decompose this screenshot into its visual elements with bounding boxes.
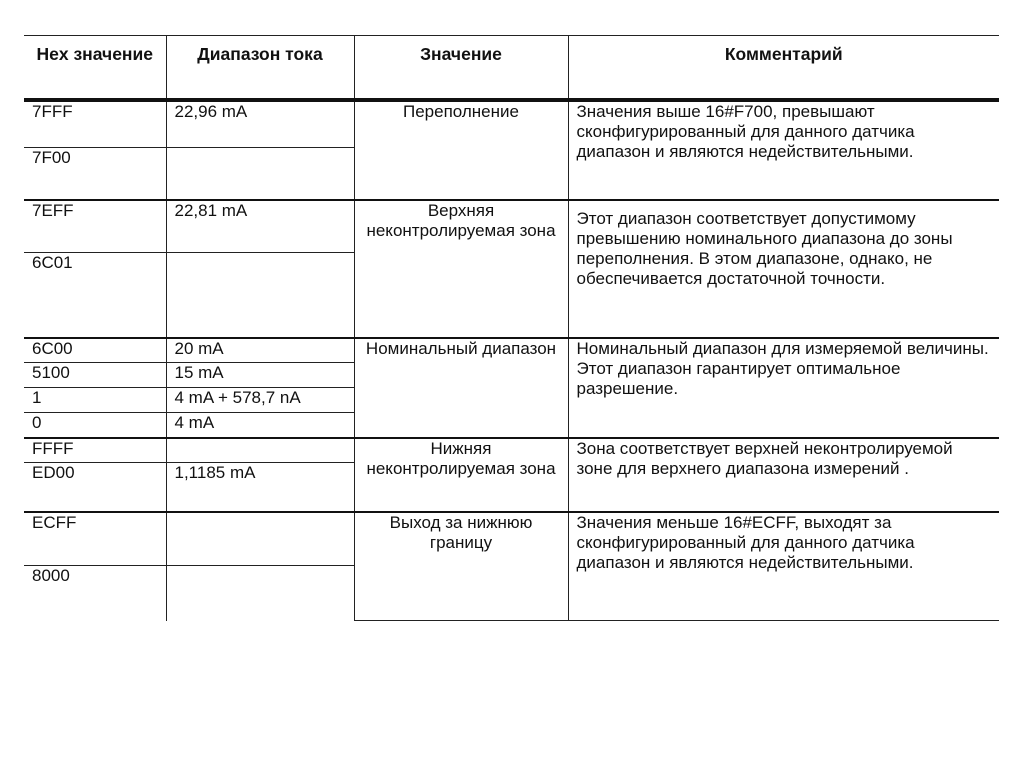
hex-value-cell: 1 [24,388,166,413]
current-range-cell [166,512,354,566]
meaning-cell: Нижняя неконтролируемая зона [354,438,568,512]
current-range-cell [166,438,354,463]
current-range-cell: 22,96 mA [166,100,354,148]
table-row [24,100,999,148]
table-row [24,200,999,253]
current-range-cell: 1,1185 mA [166,463,354,512]
header-comment: Комментарий [568,36,999,100]
comment-cell: Номинальный диапазон для измеряемой величины. Этот диапазон гарантирует оптимальное разрешение. [568,338,999,438]
hex-value-cell: 5100 [24,363,166,388]
header-current: Диапазон тока [166,36,354,100]
hex-value-cell: 6C00 [24,338,166,363]
comment-cell: Зона соответствует верхней неконтролируемой зоне для верхнего диапазона измерений . [568,438,999,512]
hex-value-cell: FFFF [24,438,166,463]
hex-value-cell: ED00 [24,463,166,512]
header-hex: Hex значение [24,36,166,100]
meaning-cell: Переполнение [354,100,568,200]
current-range-cell [166,148,354,200]
meaning-cell: Выход за нижнюю границу [354,512,568,621]
current-range-cell: 4 mA + 578,7 nA [166,388,354,413]
current-range-cell [166,253,354,338]
comment-cell: Значения меньше 16#ECFF, выходят за сконфигурированный для данного датчика диапазон и являются недействительными. [568,512,999,621]
table-body [24,100,999,621]
meaning-cell: Номинальный диапазон [354,338,568,438]
table-header [24,36,999,100]
current-range-cell: 20 mA [166,338,354,363]
current-range-cell: 15 mA [166,363,354,388]
current-range-cell [166,566,354,621]
table-row [24,438,999,463]
measurement-range-table [24,35,999,621]
header-meaning: Значение [354,36,568,100]
table-row [24,338,999,363]
hex-value-cell: 7EFF [24,200,166,253]
hex-value-cell: 7FFF [24,100,166,148]
hex-value-cell: ECFF [24,512,166,566]
current-range-cell: 4 mA [166,413,354,438]
hex-value-cell: 7F00 [24,148,166,200]
hex-value-cell: 0 [24,413,166,438]
hex-value-cell: 8000 [24,566,166,621]
comment-cell: Этот диапазон соответствует допустимому превышению номинального диапазона до зоны переполнения. В этом диапазоне, однако, не обеспечивается достаточной точности. [568,200,999,338]
current-range-cell: 22,81 mA [166,200,354,253]
table-row [24,512,999,566]
meaning-cell: Верхняя неконтролируемая зона [354,200,568,338]
hex-value-cell: 6C01 [24,253,166,338]
comment-cell: Значения выше 16#F700, превышают сконфигурированный для данного датчика диапазон и являются недействительными. [568,100,999,200]
